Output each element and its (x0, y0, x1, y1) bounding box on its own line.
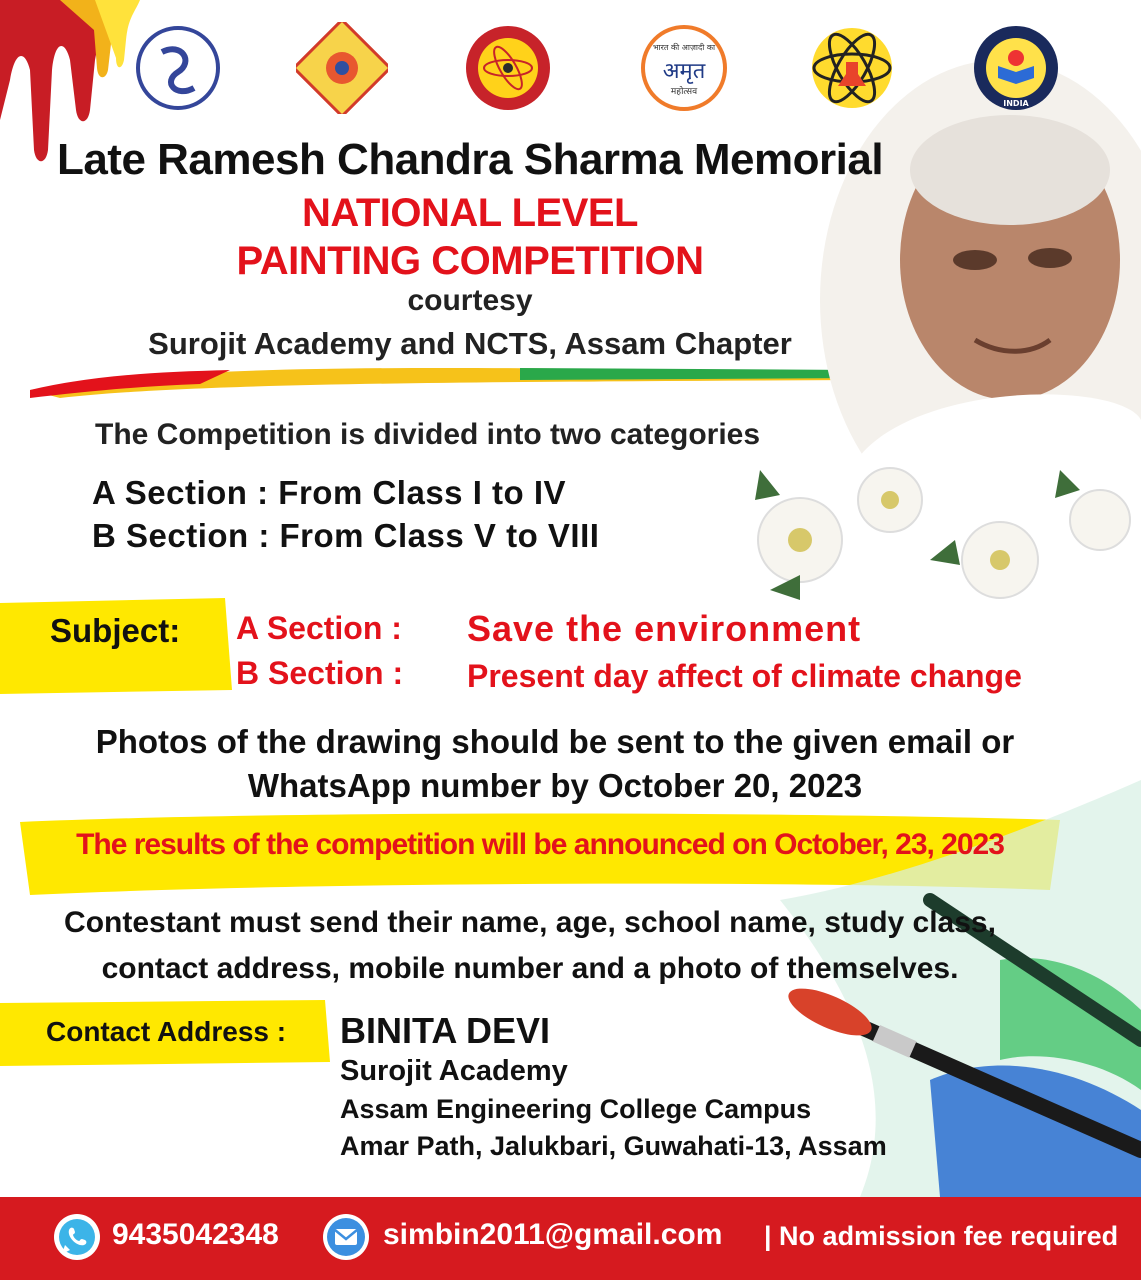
amrit-mahotsav-logo (638, 22, 730, 114)
painting-competition-title: PAINTING COMPETITION (236, 239, 704, 283)
ncsc-logo (462, 22, 554, 114)
amrit-sub-text: महोत्सव (670, 87, 698, 97)
footer-email[interactable]: simbin2011@gmail.com (383, 1218, 723, 1251)
subject-a-value: Save the environment (467, 608, 862, 649)
category-b: B Section : From Class V to VIII (92, 517, 600, 554)
email-icon[interactable] (322, 1213, 370, 1261)
memorial-title: Late Ramesh Chandra Sharma Memorial (56, 135, 884, 184)
subject-b-value: Present day affect of climate change (467, 658, 1022, 694)
contact-address-line1: Assam Engineering College Campus (340, 1094, 812, 1124)
results-announcement: The results of the competition will be announced on October, 23, 2023 (76, 828, 1004, 861)
ncts-logo (970, 22, 1062, 114)
contact-label: Contact Address : (46, 1016, 287, 1047)
ncts-india-text: INDIA (1003, 99, 1029, 108)
courtesy-label: courtesy (407, 284, 533, 317)
requirements-line1: Contestant must send their name, age, school name, study class, (64, 906, 996, 939)
submission-line1: Photos of the drawing should be sent to the given email or (95, 723, 1015, 760)
whatsapp-icon[interactable] (52, 1212, 102, 1262)
subject-a-key: A Section : (236, 610, 402, 646)
contact-address-line2: Amar Path, Jalukbari, Guwahati-13, Assam (340, 1131, 887, 1161)
science-club-logo (806, 22, 898, 114)
footer-phone[interactable]: 9435042348 (112, 1218, 279, 1251)
contact-org: Surojit Academy (340, 1055, 568, 1087)
swoosh-divider (30, 368, 860, 398)
submission-line2: WhatsApp number by October 20, 2023 (247, 767, 863, 804)
requirements-line2: contact address, mobile number and a photo of themselves. (101, 952, 959, 985)
subject-b-key: B Section : (236, 655, 404, 691)
ngo-logo (296, 22, 388, 114)
surojit-academy-logo (132, 22, 224, 114)
organizers-text: Surojit Academy and NCTS, Assam Chapter (148, 326, 792, 361)
footer-note: | No admission fee required (764, 1221, 1119, 1251)
subject-label: Subject: (50, 612, 181, 649)
categories-intro: The Competition is divided into two categories (95, 418, 761, 451)
requirements-text (30, 900, 1030, 992)
category-a: A Section : From Class I to IV (92, 474, 567, 511)
amrit-main-text: अमृत (662, 59, 706, 84)
amrit-top-text: भारत की आज़ादी का (652, 43, 716, 52)
national-level-title: NATIONAL LEVEL (302, 191, 638, 235)
contact-name: BINITA DEVI (340, 1010, 551, 1051)
submission-text (30, 720, 1080, 808)
